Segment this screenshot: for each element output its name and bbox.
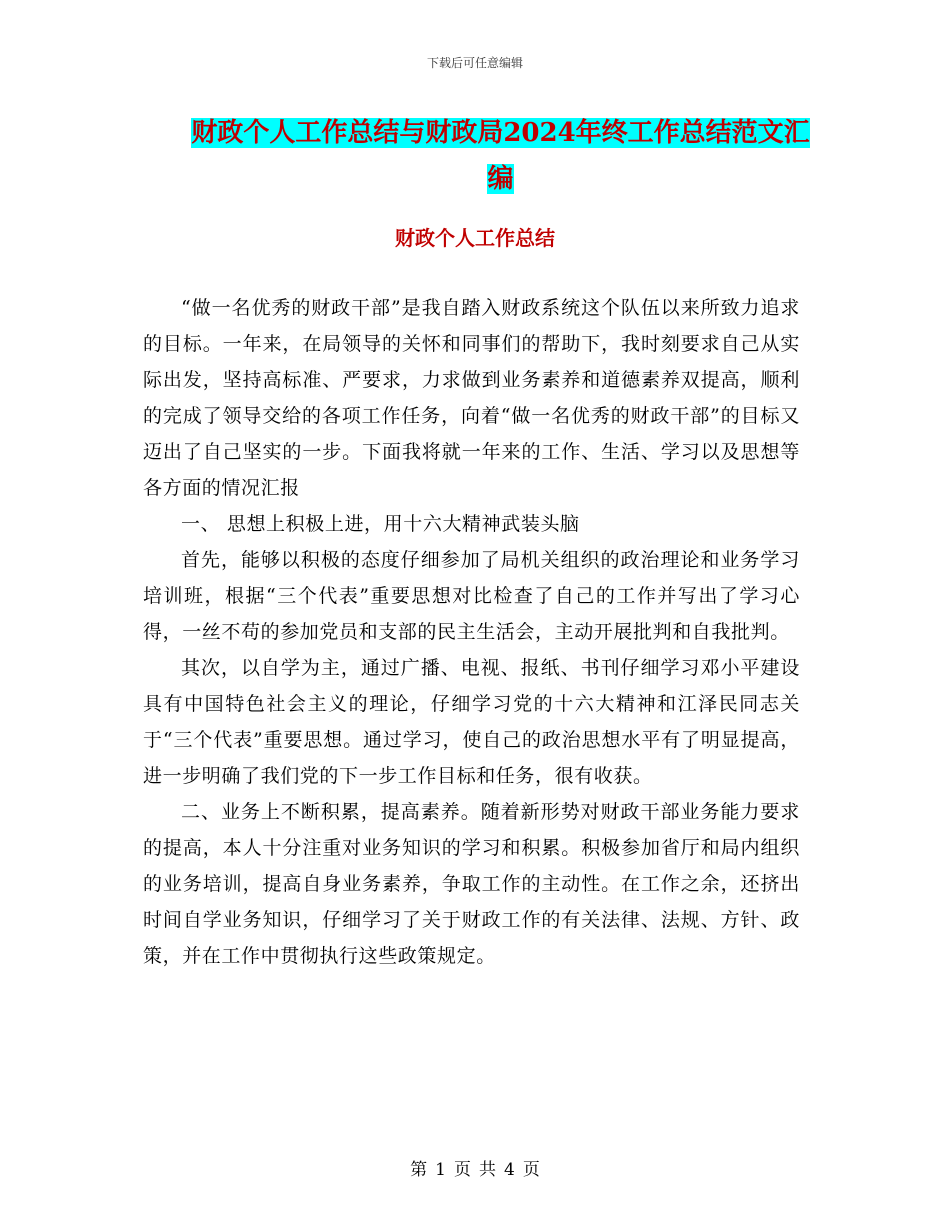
- document-title: [188, 110, 813, 202]
- footer-suffix: 页: [522, 1160, 540, 1180]
- header-note: 下载后可任意编辑: [426, 56, 523, 70]
- paragraph: 其次，以自学为主，通过广播、电视、报纸、书刊仔细学习邓小平建设具有中国特色社会主义的理论，仔细学习党的十六大精神和江泽民同志关于“三个代表”重要思想。通过学习，使自己的政治思想水平有了明显提高，进一步明确了我们党的下一步工作目标和任务，很有收获。: [143, 657, 800, 787]
- document-title-text: 财政个人工作总结与财政局2024年终工作总结范文汇编: [191, 118, 810, 194]
- page-number-footer: [0, 1155, 950, 1180]
- paragraph: 首先，能够以积极的态度仔细参加了局机关组织的政治理论和业务学习培训班，根据“三个代表”重要思想对比检查了自己的工作并写出了学习心得，一丝不苟的参加党员和支部的民主生活会，主动开展批判和自我批判。: [143, 549, 800, 643]
- footer-prefix: 第: [410, 1160, 428, 1180]
- section-title: 财政个人工作总结: [395, 226, 555, 250]
- footer-total-label: 共: [479, 1160, 496, 1180]
- paragraph: “做一名优秀的财政干部”是我自踏入财政系统这个队伍以来所致力追求的目标。一年来，在局领导的关怀和同事们的帮助下，我时刻要求自己从实际出发，坚持高标准、严要求，力求做到业务素养和道德素养双提高，顺利的完成了领导交给的各项工作任务，向着“做一名优秀的财政干部”的目标又迈出了自己坚实的一步。下面我将就一年来的工作、生活、学习以及思想等各方面的情况汇报: [143, 297, 800, 499]
- current-page-number: 1: [435, 1160, 446, 1180]
- footer-page-label: 页: [454, 1160, 471, 1180]
- paragraph: 二、业务上不断积累，提高素养。随着新形势对财政干部业务能力要求的提高，本人十分注重对业务知识的学习和积累。积极参加省厅和局内组织的业务培训，提高自身业务素养，争取工作的主动性。在工作之余，还挤出时间自学业务知识，仔细学习了关于财政工作的有关法律、法规、方针、政策，并在工作中贯彻执行这些政策规定。: [143, 801, 800, 967]
- paragraph: 一、 思想上积极上进，用十六大精神武装头脑: [181, 513, 580, 535]
- document-body: [143, 290, 800, 974]
- total-page-number: 4: [504, 1160, 515, 1180]
